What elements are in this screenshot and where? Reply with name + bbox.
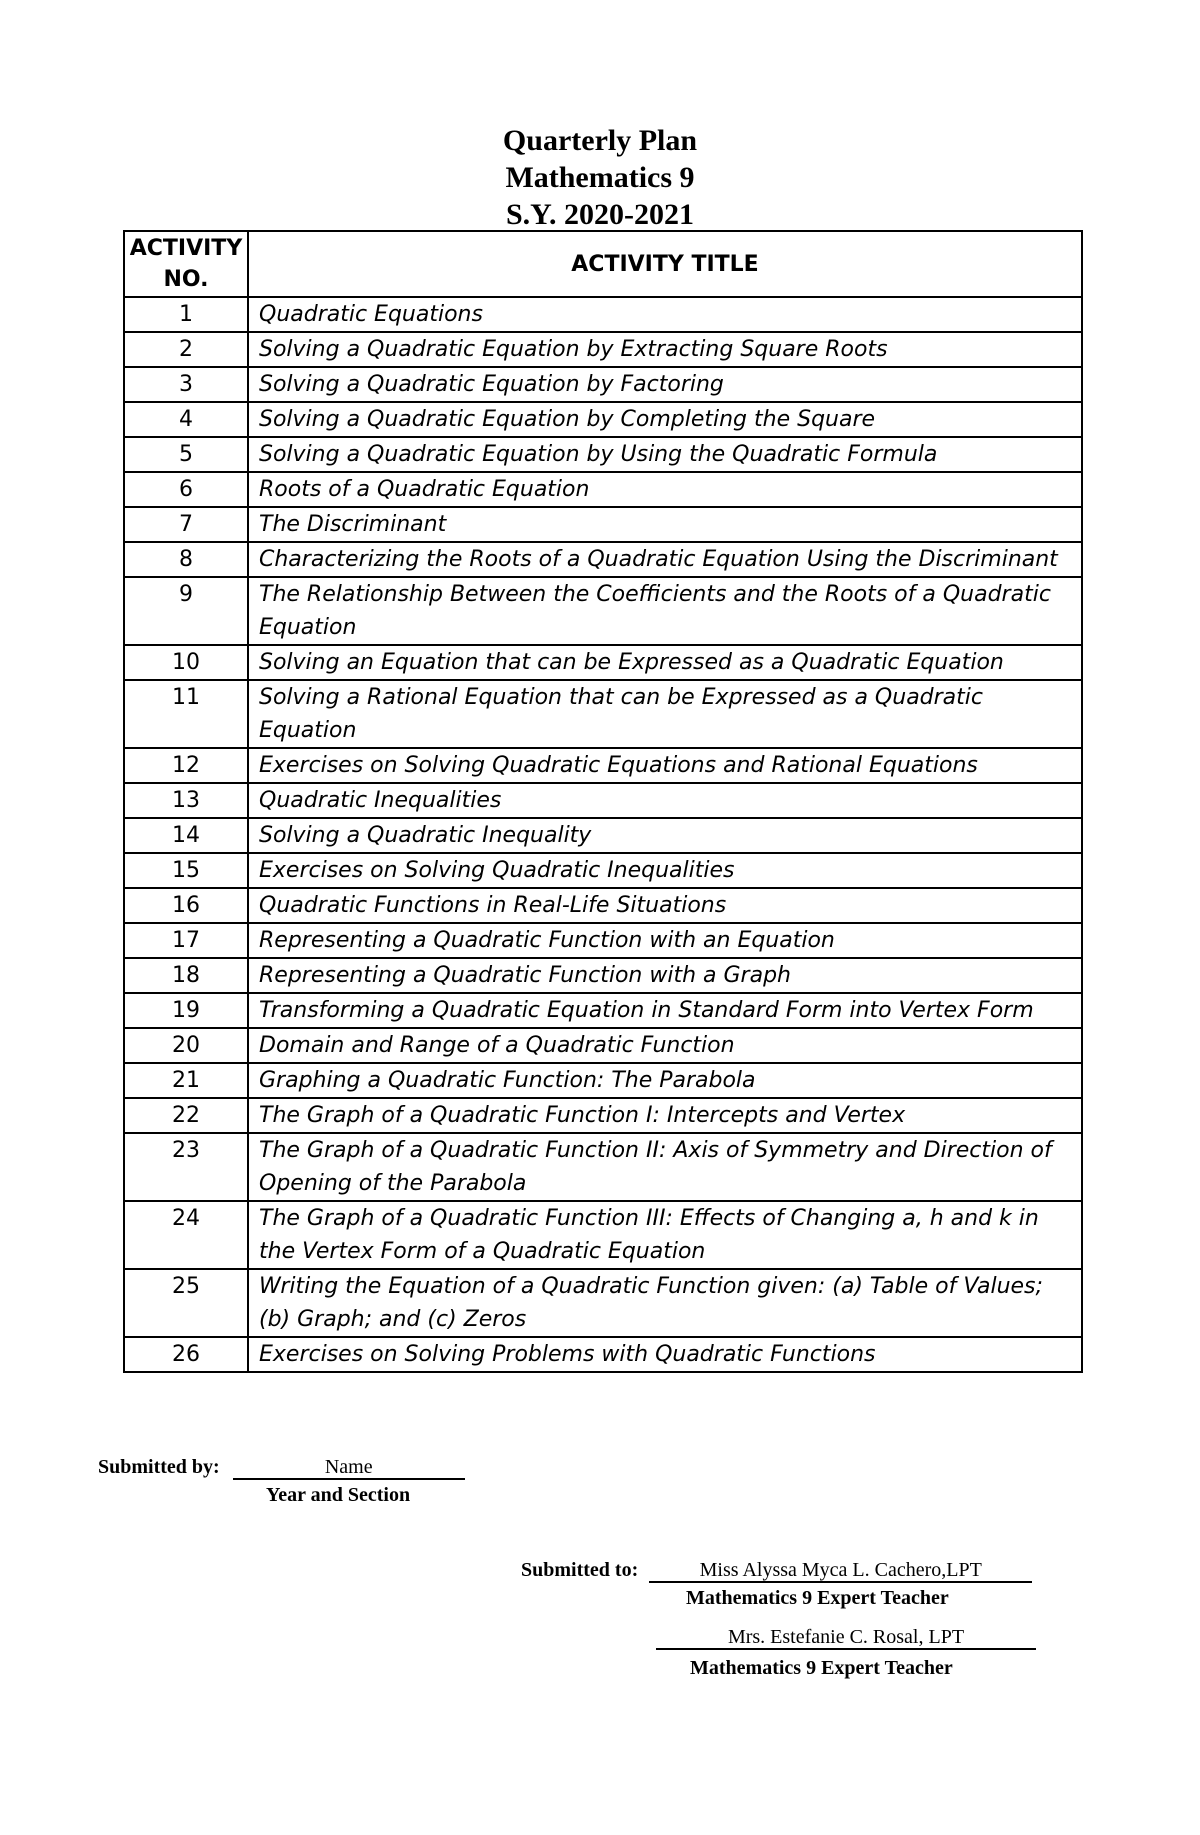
year-section-label: Year and Section [266,1484,411,1506]
activity-number: 5 [124,437,248,472]
activity-title: Transforming a Quadratic Equation in Standard Form into Vertex Form [248,993,1082,1028]
submitted-by-block [98,1456,465,1480]
student-name-placeholder: Name [324,1456,373,1478]
table-row [124,577,1082,645]
table-row [124,1028,1082,1063]
table-row [124,332,1082,367]
activity-number: 16 [124,888,248,923]
table-row [124,993,1082,1028]
activity-number: 21 [124,1063,248,1098]
activity-title: Solving a Quadratic Inequality [248,818,1082,853]
activity-number: 20 [124,1028,248,1063]
document-header [0,122,1200,233]
activity-title: The Graph of a Quadratic Function II: Axis of Symmetry and Direction of Opening of the Parabola [248,1133,1082,1201]
teacher2-name-text: Mrs. Estefanie C. Rosal, LPT [727,1626,965,1648]
activity-number: 26 [124,1337,248,1372]
activity-number: 3 [124,367,248,402]
table-row [124,472,1082,507]
activity-number: 10 [124,645,248,680]
table-row [124,923,1082,958]
activity-title: Writing the Equation of a Quadratic Function given: (a) Table of Values; (b) Graph; and (c) Zeros [248,1269,1082,1337]
activity-number: 7 [124,507,248,542]
student-name-field [233,1456,465,1480]
activity-title: The Discriminant [248,507,1082,542]
activity-title: Representing a Quadratic Function with an Equation [248,923,1082,958]
activity-title: Solving a Quadratic Equation by Completing the Square [248,402,1082,437]
activity-title: Solving a Quadratic Equation by Factoring [248,367,1082,402]
teacher1-name-text: Miss Alyssa Myca L. Cachero,LPT [699,1559,982,1581]
submitted-to-block [521,1559,1032,1583]
activity-number: 6 [124,472,248,507]
table-row [124,818,1082,853]
activity-number: 9 [124,577,248,645]
table-row [124,542,1082,577]
activity-title: Domain and Range of a Quadratic Function [248,1028,1082,1063]
activity-title: Solving a Rational Equation that can be Expressed as a Quadratic Equation [248,680,1082,748]
activity-number: 23 [124,1133,248,1201]
table-row [124,888,1082,923]
activity-number: 2 [124,332,248,367]
table-row [124,645,1082,680]
table-row [124,680,1082,748]
activity-number: 24 [124,1201,248,1269]
activity-number: 1 [124,297,248,332]
activity-number-header [124,231,248,297]
submitted-by-label: Submitted by: [98,1456,220,1478]
teacher2-block [656,1626,1036,1650]
activity-number: 22 [124,1098,248,1133]
activity-title: Quadratic Functions in Real-Life Situations [248,888,1082,923]
table-row [124,1133,1082,1201]
teacher2-name [656,1626,1036,1650]
activity-title: Roots of a Quadratic Equation [248,472,1082,507]
activity-number: 25 [124,1269,248,1337]
activity-title: The Graph of a Quadratic Function III: Effects of Changing a, h and k in the Vertex Form of a Quadratic Equation [248,1201,1082,1269]
activity-number: 8 [124,542,248,577]
teacher2-role: Mathematics 9 Expert Teacher [690,1657,953,1679]
activity-number: 15 [124,853,248,888]
table-row [124,1201,1082,1269]
activity-title: Solving a Quadratic Equation by Using the Quadratic Formula [248,437,1082,472]
table-row [124,783,1082,818]
table-row [124,402,1082,437]
activity-title: Graphing a Quadratic Function: The Parabola [248,1063,1082,1098]
table-row [124,507,1082,542]
activity-number: 14 [124,818,248,853]
activity-table [123,230,1083,1373]
activity-title: Quadratic Inequalities [248,783,1082,818]
table-header-row [124,231,1082,297]
activity-title: Exercises on Solving Quadratic Inequalities [248,853,1082,888]
table-row [124,367,1082,402]
table-row [124,1063,1082,1098]
school-year: S.Y. 2020-2021 [505,198,695,231]
activity-title: Representing a Quadratic Function with a Graph [248,958,1082,993]
activity-number: 19 [124,993,248,1028]
document-title: Quarterly Plan [502,124,698,157]
table-row [124,958,1082,993]
table-row [124,853,1082,888]
subject-title: Mathematics 9 [505,161,695,194]
activity-table-body [124,297,1082,1372]
activity-title: The Relationship Between the Coefficients and the Roots of a Quadratic Equation [248,577,1082,645]
table-row [124,748,1082,783]
activity-title: Exercises on Solving Problems with Quadratic Functions [248,1337,1082,1372]
table-row [124,1269,1082,1337]
teacher1-name [649,1559,1032,1583]
table-row [124,297,1082,332]
activity-title-header: ACTIVITY TITLE [248,231,1082,297]
activity-number: 12 [124,748,248,783]
activity-number: 18 [124,958,248,993]
activity-number: 13 [124,783,248,818]
table-row [124,1098,1082,1133]
activity-title: Solving a Quadratic Equation by Extracting Square Roots [248,332,1082,367]
table-row [124,437,1082,472]
activity-number-header-line1: ACTIVITY [129,236,243,261]
activity-title: Quadratic Equations [248,297,1082,332]
activity-title: Characterizing the Roots of a Quadratic Equation Using the Discriminant [248,542,1082,577]
submitted-to-label: Submitted to: [521,1559,639,1581]
activity-title: The Graph of a Quadratic Function I: Intercepts and Vertex [248,1098,1082,1133]
activity-title: Exercises on Solving Quadratic Equations and Rational Equations [248,748,1082,783]
activity-title: Solving an Equation that can be Expressed as a Quadratic Equation [248,645,1082,680]
activity-number-header-line2: NO. [163,267,209,292]
table-row [124,1337,1082,1372]
activity-number: 4 [124,402,248,437]
activity-number: 17 [124,923,248,958]
teacher1-role: Mathematics 9 Expert Teacher [686,1587,949,1609]
activity-number: 11 [124,680,248,748]
